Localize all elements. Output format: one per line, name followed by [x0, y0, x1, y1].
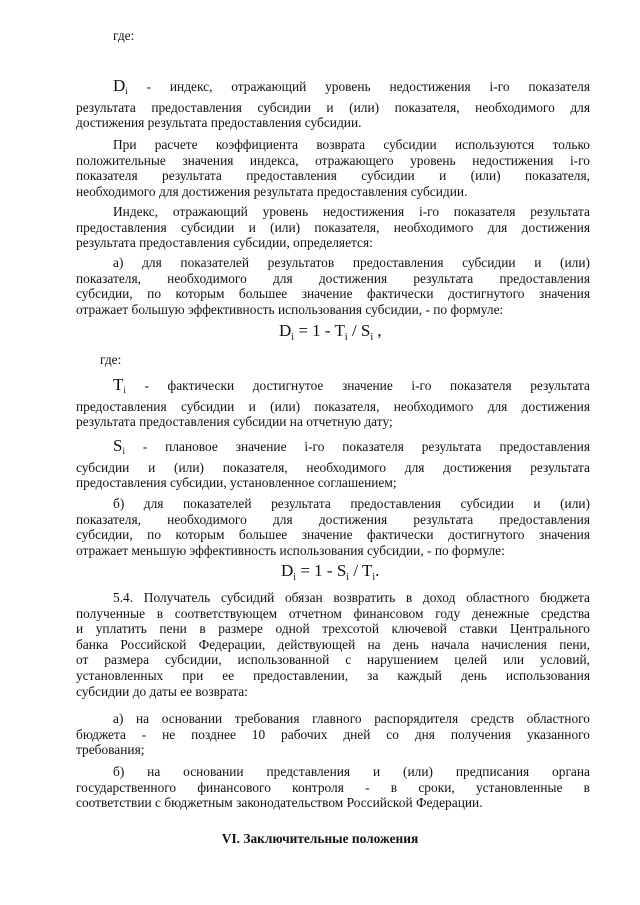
d-definition [76, 78, 590, 131]
para-b-line-2: показателя, необходимого для достижения результата предоставления [76, 511, 590, 527]
t-definition-text-1: - фактически достигнутое значение i-го показателя результата [125, 378, 590, 393]
p54-line-6: установленных при ее предоставлении, за каждый день использования [76, 667, 590, 683]
formula-2-s: S [336, 561, 347, 580]
formula-1-d: D [279, 321, 292, 340]
para-a-line-4: отражает большую эффективность использования субсидии, - по формуле: [76, 301, 504, 317]
t-definition-line-1 [76, 377, 590, 399]
where-label-2: где: [100, 352, 122, 367]
para-a-line-3: субсидии, по которым большее значение фактически достигнутого значения [76, 286, 590, 302]
para-b-line-3: субсидии, по которым большее значение фактически достигнутого значения [76, 527, 590, 543]
formula-2-s-sub: i [346, 572, 350, 583]
p54-line-1: 5.4. Получатель субсидий обязан возвратить в доход областного бюджета [113, 590, 590, 605]
p54-line-2: полученные в соответствующем отчетном финансовом году денежные средства [76, 605, 590, 621]
formula-2-d: D [281, 561, 294, 580]
formula-1-t-sub: i [344, 332, 348, 343]
s-definition-line-2: субсидии и (или) показателя, необходимого для достижения результата [76, 459, 590, 475]
t-definition-line-3: результата предоставления субсидии на отчетную дату; [76, 414, 393, 430]
formula-2-t-sub: i [372, 572, 376, 583]
d-definition-line-2: результата предоставления субсидии и (или) показателя, необходимого для [76, 99, 590, 115]
p54a-line-1: а) на основании требования главного распорядителя средств областного [113, 711, 590, 726]
index-line-2: предоставления субсидии и (или) показателя, необходимого для достижения [76, 219, 590, 235]
formula-2 [281, 563, 379, 586]
paragraph-calculation [76, 137, 590, 199]
formula-1-s: S [360, 321, 371, 340]
d-definition-line-1 [76, 78, 590, 100]
calc-line-4: необходимого для достижения результата предоставления субсидии. [76, 183, 468, 199]
formula-2-d-sub: i [293, 572, 297, 583]
formula-1-d-sub: i [291, 332, 295, 343]
formula-1-end: , [373, 321, 382, 340]
calc-line-2: положительные значения индекса, отражающего уровень недостижения i-го [76, 152, 590, 168]
p54b-line-1: б) на основании представления и (или) предписания органа [113, 764, 590, 779]
p54a-line-2: бюджета - не позднее 10 рабочих дней со дня получения указанного [76, 726, 590, 742]
d-definition-line-3: достижения результата предоставления субсидии. [76, 115, 362, 131]
s-definition-line-1 [76, 438, 590, 460]
p54-line-4: банка Российской Федерации, действующей на день начала начисления пени, [76, 636, 590, 652]
para-b-line-4: отражает меньшую эффективность использования субсидии, - по формуле: [76, 542, 505, 558]
para-a-line-1: а) для показателей результатов предоставления субсидии и (или) [113, 255, 590, 270]
calc-line-1: При расчете коэффициента возврата субсидии используются только [113, 137, 590, 152]
p54a-line-3: требования; [76, 742, 145, 758]
index-line-3: результата предоставления субсидии, определяется: [76, 235, 373, 251]
t-symbol: T [113, 375, 124, 394]
paragraph-5-4-a [76, 711, 590, 758]
paragraph-5-4-b [76, 764, 590, 811]
formula-1-eq: = 1 - [294, 321, 335, 340]
d-symbol: D [113, 76, 126, 95]
t-definition-line-2: предоставления субсидии и (или) показателя, необходимого для достижения [76, 398, 590, 414]
d-definition-text-1: - индекс, отражающий уровень недостижения i-го показателя [127, 79, 590, 94]
section-heading: VI. Заключительные положения [221, 831, 419, 846]
p54-line-5: от размера субсидии, использованной с нарушением целей или условий, [76, 652, 590, 668]
formula-1-t: T [334, 321, 345, 340]
t-definition [76, 377, 590, 430]
formula-1 [279, 323, 382, 346]
s-symbol-sub: i [122, 446, 125, 456]
p54b-line-2: государственного финансового контроля - в сроки, установленные в [76, 779, 590, 795]
p54-line-7: субсидии до даты ее возврата: [76, 683, 248, 699]
calc-line-3: показателя результата предоставления субсидии и (или) показателя, [76, 168, 590, 184]
t-symbol-sub: i [123, 385, 126, 395]
formula-2-end: . [375, 561, 380, 580]
p54b-line-3: соответствии с бюджетным законодательством Российской Федерации. [76, 795, 483, 811]
index-line-1: Индекс, отражающий уровень недостижения i-го показателя результата [113, 204, 590, 219]
paragraph-5-4 [76, 590, 590, 699]
paragraph-b [76, 496, 590, 558]
paragraph-index [76, 204, 590, 251]
formula-2-slash: / [349, 561, 362, 580]
d-symbol-sub: i [125, 86, 128, 96]
formula-2-eq: = 1 - [296, 561, 337, 580]
para-a-line-2: показателя, необходимого для достижения результата предоставления [76, 270, 590, 286]
s-definition [76, 438, 590, 491]
where-label-1: где: [113, 28, 135, 43]
s-definition-line-3: предоставления субсидии, установленное соглашением; [76, 475, 397, 491]
p54-line-3: и уплатить пени в размере одной трехсотой ключевой ставки Центрального [76, 621, 590, 637]
formula-2-t: T [361, 561, 373, 580]
formula-1-slash: / [347, 321, 361, 340]
formula-1-s-sub: i [370, 332, 374, 343]
para-b-line-1: б) для показателей результата предоставления субсидии и (или) [113, 496, 590, 511]
s-definition-text-1: - плановое значение i-го показателя результата предоставления [124, 439, 590, 454]
s-symbol: S [113, 436, 123, 455]
paragraph-a [76, 255, 590, 317]
